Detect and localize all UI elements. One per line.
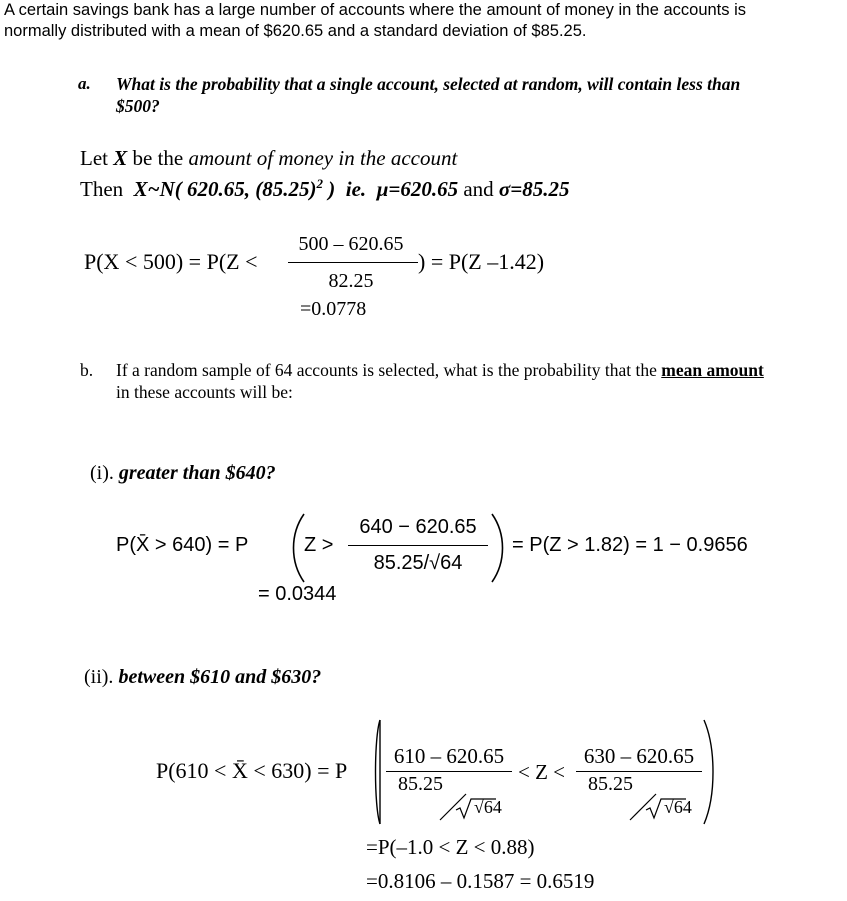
part-a-marker: a. [78,74,91,93]
part-b-ii-mid: < Z < [518,760,566,784]
then-close: ) [323,177,336,201]
let-statement [80,146,457,171]
right-paren-icon [704,720,713,824]
right-paren-icon [492,514,503,582]
part-b-ii-numerator-1: 610 – 620.65 [393,744,505,768]
part-a-eq-left: P(X < 500) = P(Z < [84,249,258,274]
part-b-ii-left: P(610 < X̄ < 630) = P [156,758,348,783]
then-prefix: Then [80,177,124,201]
part-b-ii-fraction-bar-2 [576,771,702,772]
then-mu: μ=620.65 [376,177,459,201]
part-b-ii-result-2: =0.8106 – 0.1587 = 0.6519 [366,869,595,893]
part-a-fraction-bar [288,262,418,263]
part-b-marker: b. [80,360,94,380]
part-b-i-label: (i). [90,462,114,484]
part-b-i-numerator: 640 − 620.65 [359,516,477,538]
then-and: and [463,177,494,201]
part-b-ii-heading [84,666,321,689]
part-b-i-result: = 0.0344 [258,583,337,605]
part-a-question-line-1: What is the probability that a single account, selected at random, will contain less than [116,74,741,94]
part-b-i-text: greater than $640? [118,462,276,484]
let-var: X [113,146,128,170]
part-b-ii-result-1: =P(–1.0 < Z < 0.88) [366,835,535,859]
part-a-result: =0.0778 [300,298,367,320]
part-b-question-line-1 [116,360,764,381]
then-sigma: σ=85.25 [498,177,570,201]
part-b-ii-root-2: √64 [664,797,692,817]
part-b-i-heading [90,462,276,485]
then-statement [80,176,569,202]
part-b-question-em: mean amount [661,360,764,380]
part-b-i-right: = P(Z > 1.82) = 1 − 0.9656 [512,534,748,556]
part-b-i-fraction-bar [348,545,488,546]
part-b-ii-text: between $610 and $630? [118,666,322,688]
part-b-ii-denominator-1: 85.25 [398,773,443,795]
part-b-ii-denominator-2: 85.25 [588,773,633,795]
left-paren-icon [294,514,305,582]
part-b-question-line-2: in these accounts will be: [116,382,293,402]
then-sup: 2 [316,176,324,191]
intro-line-1: A certain savings bank has a large number of accounts where the amount of money in the accounts is [4,1,747,19]
part-b-ii-numerator-2: 630 – 620.65 [583,744,695,768]
part-b-i-z: Z > [304,534,334,556]
part-b-ii-root-1: √64 [474,797,502,817]
part-b-question-pre: If a random sample of 64 accounts is selected, what is the probability that the [116,360,657,380]
part-b-ii-label: (ii). [84,666,114,688]
part-b-i-denominator: 85.25/√64 [373,552,463,574]
then-ie: ie. [345,177,367,201]
then-dist: X~N( 620.65, (85.25) [133,177,317,201]
part-b-i-left: P(X̄ > 640) = P [116,534,249,556]
part-a-eq-right: ) = P(Z –1.42) [418,249,545,274]
part-a-eq-denominator: 82.25 [328,270,374,292]
part-b-ii-fraction-bar-1 [386,771,512,772]
part-a-eq-numerator: 500 – 620.65 [298,233,404,255]
let-prefix: Let [80,146,108,170]
let-desc: amount of money in the account [188,146,458,170]
let-mid: be the [132,146,184,170]
part-a-question-line-2: $500? [116,96,160,116]
intro-line-2: normally distributed with a mean of $620.65 and a standard deviation of $85.25. [4,22,587,40]
